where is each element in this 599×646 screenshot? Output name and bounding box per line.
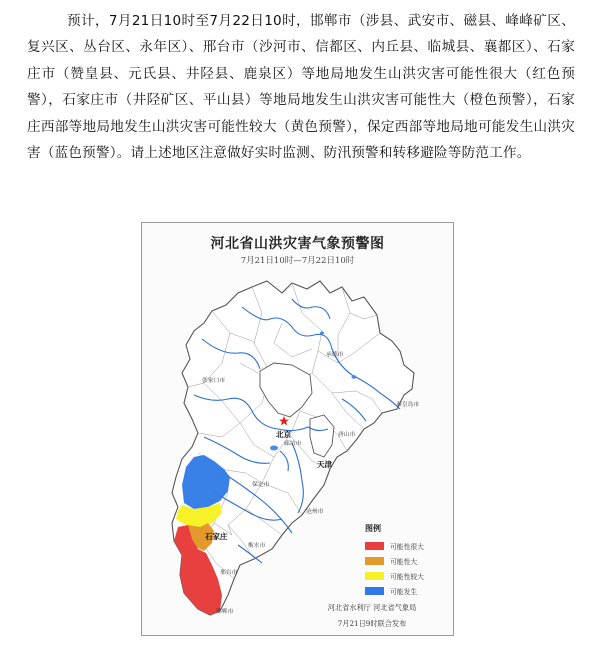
legend-swatch-yellow [365,572,384,580]
legend-swatch-orange [365,557,384,565]
city-label-zhangjiakou: 张家口市 [202,378,226,384]
city-label-langfang: 廊坊市 [284,441,302,447]
city-label-qinhuangdao: 秦皇岛市 [396,402,420,408]
legend-swatch-blue [365,587,384,595]
legend-swatch-red [365,542,384,550]
city-label-tianjin: 天津 [317,460,332,469]
footer-publisher: 河北省水利厅 河北省气象局 [327,603,417,612]
legend-title: 图例 [365,523,381,533]
city-label-handan: 邯郸市 [216,609,234,615]
map-subtitle: 7月21日10时—7月22日10时 [240,256,355,266]
warning-map [141,222,454,636]
legend-item-orange [365,555,445,566]
city-label-hengshui: 衡水市 [248,543,266,549]
legend-label-orange: 可能性大 [390,557,418,566]
article-paragraph: 预计，7月21日10时至7月22日10时，邯郸市（涉县、武安市、磁县、峰峰矿区、复兴区、丛台区、永年区）、邢台市（沙河市、信都区、内丘县、临城县、襄都区）、石家庄市（赞皇县、元氏县、井陉县、鹿泉区）等地局地发生山洪灾害可能性很大（红色预警），石家庄市（井陉矿区、平山县）等地局地发生山洪灾害可能性大（橙色预警），石家庄西部等地局地发生山洪灾害可能性较大（黄色预警），保定西部等地局地可能发生山洪灾害（蓝色预警）。请上述地区注意做好实时监测、防汛预警和转移避险等防范工作。 [27,13,575,162]
legend-item-red [365,540,445,551]
map-title: 河北省山洪灾害气象预警图 [210,236,385,252]
legend-label-blue: 可能发生 [390,587,418,596]
legend-label-yellow: 可能性较大 [390,572,424,581]
city-label-beijing: 北京 [276,430,291,439]
city-label-tangshan: 唐山市 [338,432,356,438]
legend-item-yellow [365,570,445,581]
city-label-baoding: 保定市 [252,482,270,488]
map-legend [365,523,445,600]
city-label-cangzhou: 沧州市 [306,509,324,515]
city-label-xingtai: 邢台市 [220,570,238,576]
city-label-chengde: 承德市 [326,352,344,358]
legend-item-blue [365,585,445,596]
city-label-shijiazhuang: 石家庄 [205,532,228,541]
legend-label-red: 可能性很大 [390,542,424,551]
footer-publish-date: 7月21日9时联合发布 [337,619,407,628]
